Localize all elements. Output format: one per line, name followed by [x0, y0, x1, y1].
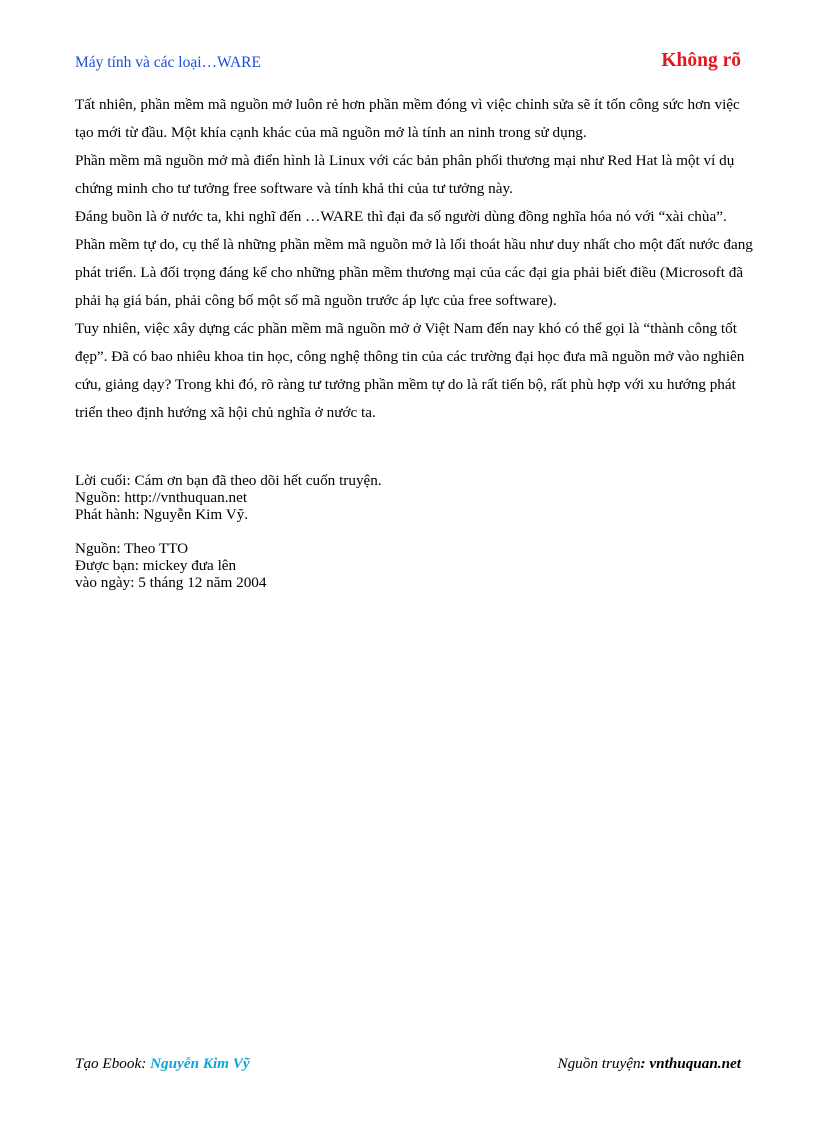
- footer-ebook-name: Nguyễn Kim Vỹ: [150, 1055, 250, 1072]
- author-name: Không rõ: [661, 50, 741, 71]
- spacer: [75, 523, 575, 540]
- closing-publisher: Phát hành: Nguyễn Kim Vỹ.: [75, 506, 249, 523]
- closing-date: vào ngày: 5 tháng 12 năm 2004: [75, 574, 267, 591]
- book-title: Máy tính và các loại…WARE: [75, 54, 261, 71]
- footer-source-label: Nguồn truyện: [557, 1055, 641, 1072]
- closing-source: Nguồn: http://vnthuquan.net: [75, 489, 248, 506]
- paragraph: Tất nhiên, phần mềm mã nguồn mở luôn rẻ hơn phần mềm đóng vì việc chỉnh sửa sẽ ít tốn công sức hơn việc tạo mới từ đầu. Một khía cạnh khác của mã nguồn mở là tính an ninh trong sử dụng.: [75, 96, 740, 141]
- page-footer: [75, 1055, 741, 1077]
- closing-uploaded-by: Được bạn: mickey đưa lên: [75, 557, 237, 574]
- footer-ebook-label: Tạo Ebook: [75, 1055, 142, 1072]
- paragraph: Tuy nhiên, việc xây dựng các phần mềm mã nguồn mở ở Việt Nam đến nay khó có thể gọi là “thành công tốt đẹp”. Đã có bao nhiêu khoa tin học, công nghệ thông tin của các trường đại học đưa mã nguồn mở vào nghiên cứu, giảng dạy? Trong khi đó, rõ ràng tư tưởng phần mềm tự do là rất tiến bộ, rất phù hợp với xu hướng phát triển theo định hướng xã hội chủ nghĩa ở nước ta.: [75, 320, 745, 421]
- body-text: [75, 91, 755, 427]
- paragraph: Đáng buồn là ở nước ta, khi nghĩ đến …WARE thì đại đa số người dùng đồng nghĩa hóa nó với “xài chùa”. Phần mềm tự do, cụ thể là những phần mềm mã nguồn mở là lối thoát hầu như duy nhất cho một đất nước đang phát triển. Là đối trọng đáng kể cho những phần mềm thương mại của các đại gia phải biết điều (Microsoft đã phải hạ giá bán, phải công bố một số mã nguồn trước áp lực của free software).: [75, 208, 753, 309]
- paragraph: Phần mềm mã nguồn mở mà điển hình là Linux với các bản phân phối thương mại như Red Hat là một ví dụ chứng minh cho tư tưởng free software và tính khả thi của tư tưởng này.: [75, 152, 735, 197]
- page-header: [75, 50, 741, 76]
- footer-ebook-credit: Tạo Ebook: Nguyễn Kim Vỹ: [75, 1055, 250, 1072]
- closing-thanks: Lời cuối: Cám ơn bạn đã theo dõi hết cuốn truyện.: [75, 472, 382, 489]
- closing-origin: Nguồn: Theo TTO: [75, 540, 189, 557]
- closing-notes: [75, 472, 575, 591]
- footer-source-credit: Nguồn truyện: vnthuquan.net: [557, 1055, 741, 1072]
- footer-source-site: vnthuquan.net: [649, 1055, 741, 1072]
